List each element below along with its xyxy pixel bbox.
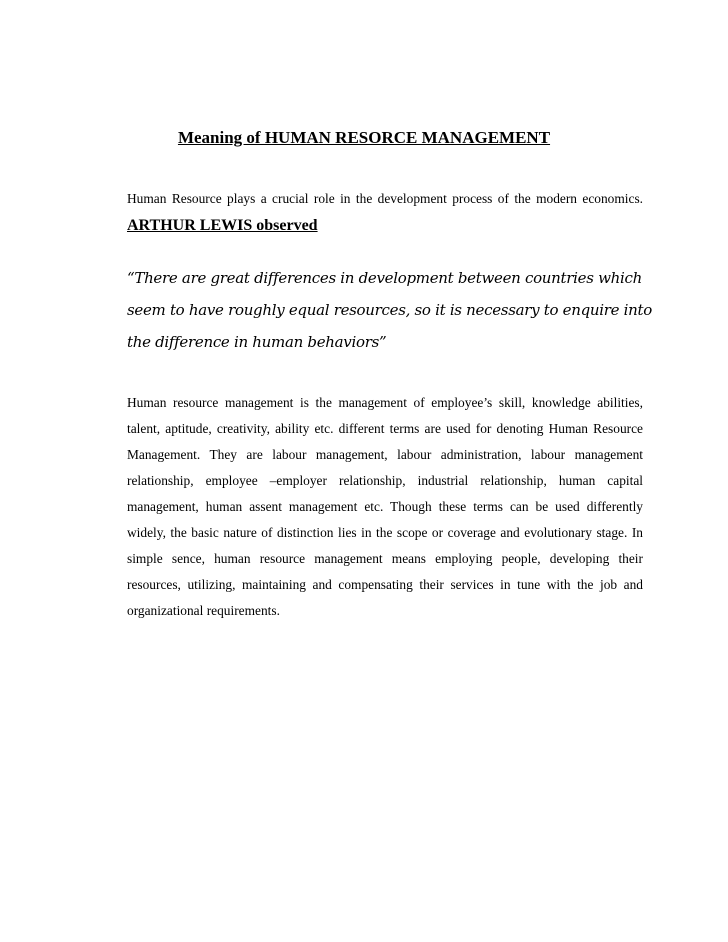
intro-paragraph xyxy=(127,185,643,239)
quote-paragraph: “There are great differences in development between countries which seem to have roughly equal resources, so it is necessary to enquire into the difference in human behaviors” xyxy=(127,269,652,351)
page-title: Meaning of HUMAN RESORCE MANAGEMENT xyxy=(177,128,551,147)
intro-emphasis: ARTHUR LEWIS observed xyxy=(127,217,318,234)
intro-text: Human Resource plays a crucial role in the development process of the modern economics. xyxy=(127,191,643,206)
body-paragraph: Human resource management is the management of employee’s skill, knowledge abilities, talent, aptitude, creativity, ability etc. different terms are used for denoting Human Resource Management. They are labour management, labour administration, labour management relationship, employee –employer relationship, industrial relationship, human capital management, human assent management etc. Though these terms can be used differently widely, the basic nature of distinction lies in the scope or coverage and evolutionary stage. In simple sence, human resource management means employing people, developing their resources, utilizing, maintaining and compensating their services in tune with the job and organizational requirements. xyxy=(127,395,643,618)
